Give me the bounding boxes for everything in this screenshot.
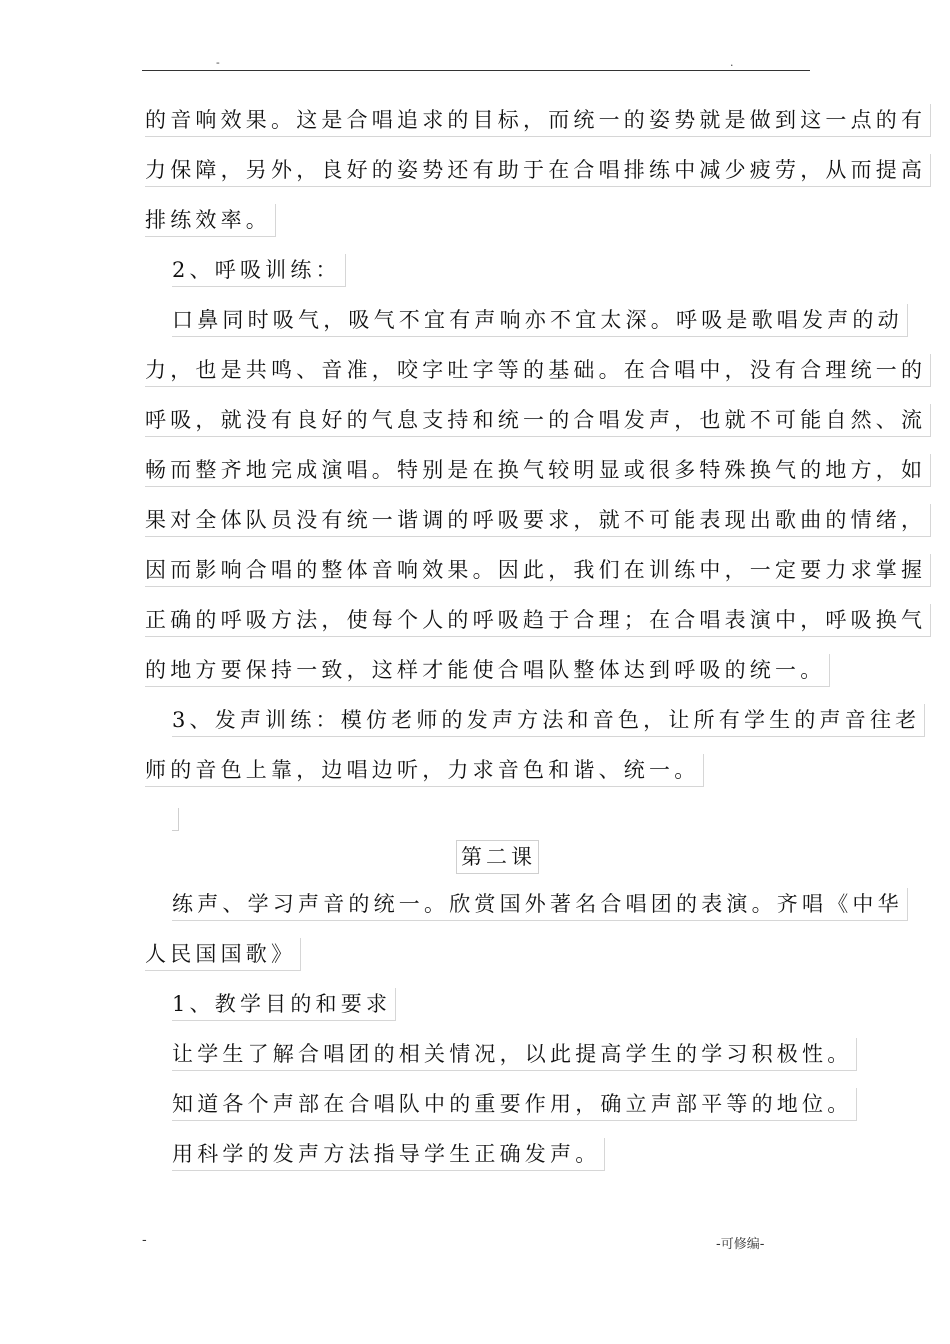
section-heading: 2、呼吸训练：	[172, 254, 346, 287]
body-line: 师的音色上靠，边唱边听，力求音色和谐、统一。	[145, 754, 704, 787]
list-item: 让学生了解合唱团的相关情况，以此提高学生的学习积极性。	[172, 1038, 857, 1071]
empty-paragraph-marker	[172, 808, 179, 831]
header-rule	[142, 70, 810, 71]
footer-text: -可修编-	[716, 1237, 765, 1252]
body-line: 呼吸，就没有良好的气息支持和统一的合唱发声，也就不可能自然、流	[145, 404, 931, 437]
body-line: 人民国国歌》	[145, 938, 301, 971]
lesson-title: 第二课	[456, 840, 539, 874]
body-line: 果对全体队员没有统一谐调的呼吸要求，就不可能表现出歌曲的情绪，	[145, 504, 931, 537]
body-line: 力保障，另外，良好的姿势还有助于在合唱排练中减少疲劳，从而提高	[145, 154, 931, 187]
section-heading: 1、教学目的和要求	[172, 988, 396, 1021]
body-line: 畅而整齐地完成演唱。特别是在换气较明显或很多特殊换气的地方，如	[145, 454, 931, 487]
header-right-mark: .	[730, 56, 734, 69]
body-line: 排练效率。	[145, 204, 276, 237]
body-line: 3、发声训练：模仿老师的发声方法和音色，让所有学生的声音往老	[172, 704, 925, 737]
body-line: 的音响效果。这是合唱追求的目标，而统一的姿势就是做到这一点的有	[145, 104, 931, 137]
body-line: 的地方要保持一致，这样才能使合唱队整体达到呼吸的统一。	[145, 654, 830, 687]
body-line: 练声、学习声音的统一。欣赏国外著名合唱团的表演。齐唱《中华	[172, 888, 908, 921]
body-line: 因而影响合唱的整体音响效果。因此，我们在训练中，一定要力求掌握	[145, 554, 931, 587]
footer-left-mark: -	[142, 1233, 147, 1248]
body-line: 正确的呼吸方法，使每个人的呼吸趋于合理；在合唱表演中，呼吸换气	[145, 604, 931, 637]
body-line: 口鼻同时吸气，吸气不宜有声响亦不宜太深。呼吸是歌唱发声的动	[172, 304, 908, 337]
list-item: 用科学的发声方法指导学生正确发声。	[172, 1138, 605, 1171]
header-left-mark: -	[216, 56, 220, 69]
list-item: 知道各个声部在合唱队中的重要作用，确立声部平等的地位。	[172, 1088, 857, 1121]
body-line: 力，也是共鸣、音准，咬字吐字等的基础。在合唱中，没有合理统一的	[145, 354, 931, 387]
